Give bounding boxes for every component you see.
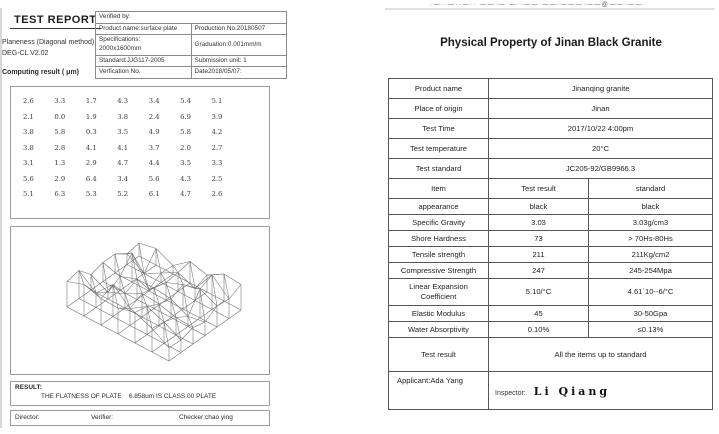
property-standard: 30-50Gpa <box>589 306 713 322</box>
info-row <box>96 55 287 67</box>
property-name: Compressive Strength <box>389 263 489 279</box>
measurement-value: 5.6 <box>148 174 160 183</box>
measurement-value: 4.1 <box>117 143 129 152</box>
measurement-value: 2.1 <box>23 112 34 121</box>
granite-info-value: JC205-92/GB9966.3 <box>489 159 713 179</box>
granite-header-cell: Test result <box>489 179 589 199</box>
inspector-label: Inspector: <box>495 389 526 397</box>
property-name: Elastic Modulus <box>389 306 489 322</box>
property-test-result: 73 <box>489 231 589 247</box>
measurement-value: 3.5 <box>180 159 191 167</box>
director-label: Director: <box>15 414 40 421</box>
measurement-value: 3.7 <box>148 143 160 152</box>
property-standard: > 70Hs-80Hs <box>589 231 713 247</box>
result-text: THE FLATNESS OF PLATE 6.858um IS CLASS 00 PLATE <box>41 393 217 400</box>
flatness-plot-box <box>10 226 270 375</box>
measurement-value: 4.7 <box>117 159 129 167</box>
measurement-value: 3.5 <box>117 128 129 136</box>
granite-info-label: Product name <box>389 79 489 99</box>
measurement-value: 4.9 <box>148 128 160 136</box>
property-name: Water Absorptivity <box>389 322 489 338</box>
measurement-value: 2.6 <box>211 190 223 198</box>
measurement-grid <box>11 87 269 204</box>
measurement-value: 3.8 <box>117 112 129 121</box>
measurement-value: 6.9 <box>180 112 191 121</box>
granite-property-row <box>389 279 713 306</box>
granite-info-row <box>389 79 713 99</box>
info-cell-left: Product name:surface plate <box>96 23 192 35</box>
info-cell-left: Verfication No. <box>96 67 192 79</box>
property-standard: 245-254Mpa <box>589 263 713 279</box>
granite-signature-row <box>389 372 713 410</box>
property-standard: ≤0.13% <box>589 322 713 338</box>
cut-off-contact-text: ·—··—··—·· ——·— —··——·——·———·——@——·——· <box>430 2 647 8</box>
measurement-value: 3.8 <box>23 128 34 136</box>
measurement-value: 4.2 <box>211 128 223 136</box>
measurement-value: 2.5 <box>211 174 223 183</box>
checker-label: Checker:chao ying <box>179 414 233 421</box>
measurement-value: 5.8 <box>180 128 191 136</box>
result-box <box>10 381 270 406</box>
granite-table <box>388 78 713 410</box>
granite-info-value: Jinanqing granite <box>489 79 713 99</box>
granite-table-body <box>389 79 713 410</box>
info-row <box>96 12 287 24</box>
property-name: Specific Gravity <box>389 215 489 231</box>
measurement-value: 5.1 <box>211 97 223 105</box>
measurement-value: 4.7 <box>180 190 191 198</box>
measurement-value: 4.3 <box>117 97 129 105</box>
measurement-value: 3.8 <box>23 143 34 152</box>
measurement-value: 5.1 <box>23 190 34 198</box>
test-report-title: TEST REPORT <box>10 14 101 29</box>
measurement-value: 2.9 <box>85 159 97 167</box>
measurement-value: 5.8 <box>54 128 66 136</box>
verification-info-body <box>96 12 287 79</box>
measurement-value: 2.6 <box>23 97 34 105</box>
measurement-value: 4.3 <box>180 174 191 183</box>
measurement-value: 6.1 <box>148 190 160 198</box>
measurement-result-box <box>10 86 270 219</box>
granite-result-row <box>389 338 713 372</box>
measurement-value: 2.0 <box>180 143 191 152</box>
measurement-value: 2.8 <box>54 143 66 152</box>
measurement-value: 2.9 <box>54 174 66 183</box>
test-result-value: All the items up to standard <box>489 338 713 372</box>
property-test-result: 211 <box>489 247 589 263</box>
info-row <box>96 35 287 55</box>
method-line-2: DEG-CL V2.02 <box>2 50 49 57</box>
granite-property-row <box>389 306 713 322</box>
verified-by-cell: Verified by: <box>96 12 287 24</box>
granite-info-label: Test temperature <box>389 139 489 159</box>
info-cell-right: Date2018/05/07: <box>191 67 287 79</box>
measurement-value: 6.4 <box>85 174 97 183</box>
granite-header-row <box>389 179 713 199</box>
applicant-cell: Applicant:Ada Yang <box>389 372 489 410</box>
property-standard: 211Kg/cm2 <box>589 247 713 263</box>
measurement-value: 0.3 <box>85 128 97 136</box>
info-cell-left: Specifications: 2000x1600mm <box>96 35 192 55</box>
inspector-signature: Li Qiang <box>533 384 611 398</box>
info-cell-right: Submission unit: 1 <box>191 55 287 67</box>
property-name: appearance <box>389 199 489 215</box>
granite-info-label: Place of origin <box>389 99 489 119</box>
property-standard: 4.61´10--6/°C <box>589 279 713 306</box>
property-test-result: 3.03 <box>489 215 589 231</box>
measurement-value: 4.1 <box>85 143 97 152</box>
property-standard: black <box>589 199 713 215</box>
verifier-label: Verifier: <box>91 414 114 421</box>
measurement-value: 3.3 <box>211 159 223 167</box>
granite-info-value: 20°C <box>489 139 713 159</box>
granite-info-row <box>389 159 713 179</box>
granite-info-row <box>389 139 713 159</box>
measurement-value: 3.4 <box>117 174 129 183</box>
measurement-value: 6.3 <box>54 190 66 198</box>
inspector-cell <box>489 372 713 410</box>
property-test-result: 0.10% <box>489 322 589 338</box>
granite-report-title: Physical Property of Jinan Black Granite <box>440 37 662 49</box>
property-name: Shore Hardness <box>389 231 489 247</box>
property-test-result: 5.10/°C <box>489 279 589 306</box>
measurement-value: 4.4 <box>148 159 160 167</box>
granite-info-value: Jinan <box>489 99 713 119</box>
measurement-value: 1.3 <box>54 159 66 167</box>
measurement-value: 2.7 <box>211 143 223 152</box>
test-result-label: Test result <box>389 338 489 372</box>
property-test-result: 247 <box>489 263 589 279</box>
measurement-value: 5.6 <box>23 174 34 183</box>
measurement-value: 5.4 <box>180 97 191 105</box>
info-row <box>96 67 287 79</box>
property-standard: 3.03g/cm3 <box>589 215 713 231</box>
granite-property-row <box>389 322 713 338</box>
property-name: Tensile strength <box>389 247 489 263</box>
granite-info-row <box>389 99 713 119</box>
granite-info-label: Test Time <box>389 119 489 139</box>
measurement-value: 5.3 <box>85 190 97 198</box>
method-line-1: Planeness (Diagonal method) <box>2 39 95 46</box>
granite-property-row <box>389 247 713 263</box>
measurement-value: 2.4 <box>148 112 160 121</box>
property-test-result: 45 <box>489 306 589 322</box>
property-test-result: black <box>489 199 589 215</box>
granite-info-value: 2017/10/22 4:00pm <box>489 119 713 139</box>
measurement-value: 1.9 <box>85 112 97 121</box>
info-row <box>96 23 287 35</box>
measurement-value: 1.7 <box>85 97 97 105</box>
granite-header-cell: standard <box>589 179 713 199</box>
info-cell-left: Standard:JJG117-2005 <box>96 55 192 67</box>
flatness-wireframe <box>11 227 267 372</box>
granite-property-row <box>389 215 713 231</box>
verification-info-table <box>95 11 287 79</box>
measurement-value: 3.9 <box>211 112 223 121</box>
measurement-value: 5.2 <box>117 190 129 198</box>
measurement-value: 3.3 <box>54 97 66 105</box>
cut-off-rule <box>385 8 715 10</box>
granite-header-cell: Item <box>389 179 489 199</box>
property-name: Linear Expansion Coefficient <box>389 279 489 306</box>
granite-property-row <box>389 263 713 279</box>
measurement-value: 3.1 <box>23 159 34 167</box>
cut-off-contact-line <box>385 0 715 13</box>
computing-result-label: Computing result ( μm) <box>2 69 79 76</box>
result-label: RESULT: <box>15 384 42 391</box>
info-cell-right: Graduation:0.001mm/m <box>191 35 287 55</box>
granite-info-label: Test standard <box>389 159 489 179</box>
measurement-value: 0.0 <box>54 112 66 121</box>
granite-property-row <box>389 199 713 215</box>
info-cell-right: Production No.20180507 <box>191 23 287 35</box>
granite-info-row <box>389 119 713 139</box>
signoff-box <box>10 410 270 426</box>
measurement-value: 3.4 <box>148 97 160 105</box>
granite-property-row <box>389 231 713 247</box>
